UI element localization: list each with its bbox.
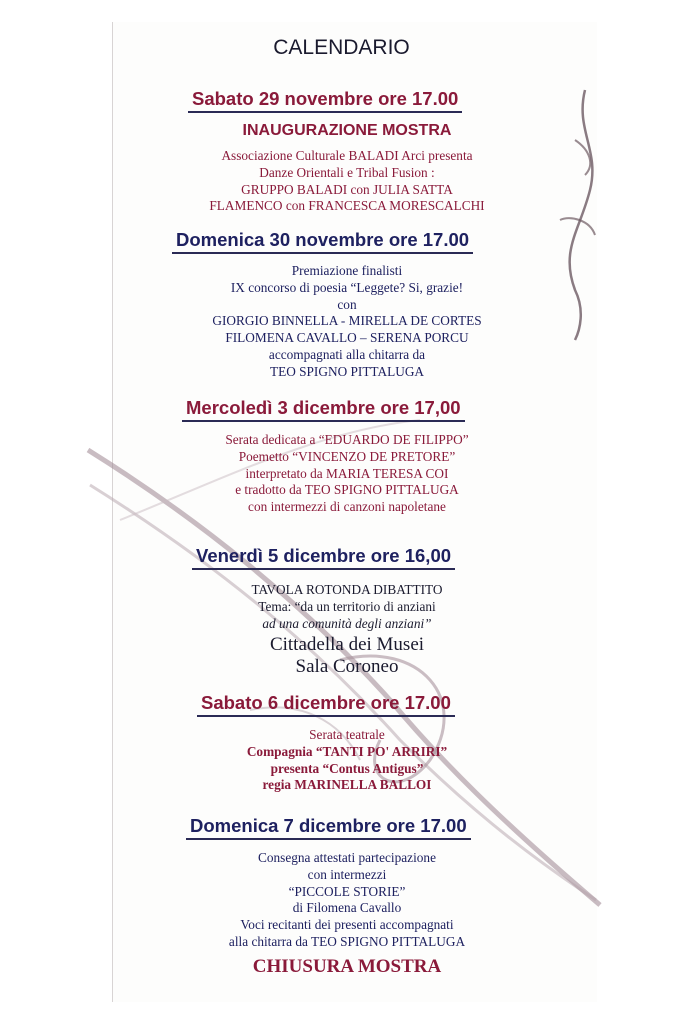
event-line: Compagnia “TANTI PO' ARRIRI” [246,743,448,759]
event-line: di Filomena Cavallo [292,900,402,916]
event-line: TEO SPIGNO PITTALUGA [269,363,425,379]
event-line: Consegna attestati partecipazione [258,850,436,865]
event-line: con [337,296,357,312]
event-line: FILOMENA CAVALLO – SERENA PORCU [225,330,469,346]
event-line: ad una comunità degli anziani” [262,615,432,631]
event-heading-4: Venerdì 5 dicembre ore 16,00 [192,545,455,570]
event-line: presenta “Contus Antigus” [270,760,424,776]
event-line: interpretato da MARIA TERESA COI [245,465,449,481]
event-body-1 [112,120,582,215]
event-line: alla chitarra da TEO SPIGNO PITTALUGA [228,933,466,949]
event-line: TAVOLA ROTONDA DIBATTITO [251,582,443,597]
event-body-2 [112,263,582,381]
event-heading-1: Sabato 29 novembre ore 17.00 [188,88,462,113]
event-line: Voci recitanti dei presenti accompagnati [240,917,454,933]
event-line: GRUPPO BALADI con JULIA SATTA [241,181,453,197]
event-body-6 [112,850,582,979]
event-heading-6: Domenica 7 dicembre ore 17.00 [186,815,471,840]
event-body-4 [112,582,582,678]
event-line: regia MARINELLA BALLOI [262,777,432,793]
event-body-5 [112,727,582,794]
event-heading-5: Sabato 6 dicembre ore 17.00 [197,692,455,717]
event-line: accompagnati alla chitarra da [268,346,426,362]
closing-title: CHIUSURA MOSTRA [252,955,442,977]
event-line: con intermezzi di canzoni napoletane [248,499,446,515]
event-line: FLAMENCO con FRANCESCA MORESCALCHI [209,198,485,214]
event-body-3 [112,432,582,516]
page-title: CALENDARIO [273,36,410,59]
event-heading-3: Mercoledì 3 dicembre ore 17,00 [182,397,465,422]
event-venue: Cittadella dei Musei [269,634,425,656]
event-line: Poemetto “VINCENZO DE PRETORE” [238,448,456,464]
event-line: Associazione Culturale BALADI Arci presenta [221,148,473,163]
event-line: “PICCOLE STORIE” [288,883,406,899]
event-line: e tradotto da TEO SPIGNO PITTALUGA [235,482,459,498]
event-subtitle: INAUGURAZIONE MOSTRA [242,122,452,139]
event-line: Serata teatrale [309,727,385,742]
event-line: IX concorso di poesia “Leggete? Si, grazie! [230,279,464,295]
event-heading-2: Domenica 30 novembre ore 17.00 [172,229,473,254]
event-line: Serata dedicata a “EDUARDO DE FILIPPO” [225,432,469,447]
event-venue-room: Sala Coroneo [295,656,399,678]
event-line: Premiazione finalisti [291,263,403,278]
event-line: GIORGIO BINNELLA - MIRELLA DE CORTES [212,313,482,329]
event-line: Danze Orientali e Tribal Fusion : [259,164,435,180]
event-line: Tema: “da un territorio di anziani [258,598,436,614]
event-line: con intermezzi [307,866,387,882]
